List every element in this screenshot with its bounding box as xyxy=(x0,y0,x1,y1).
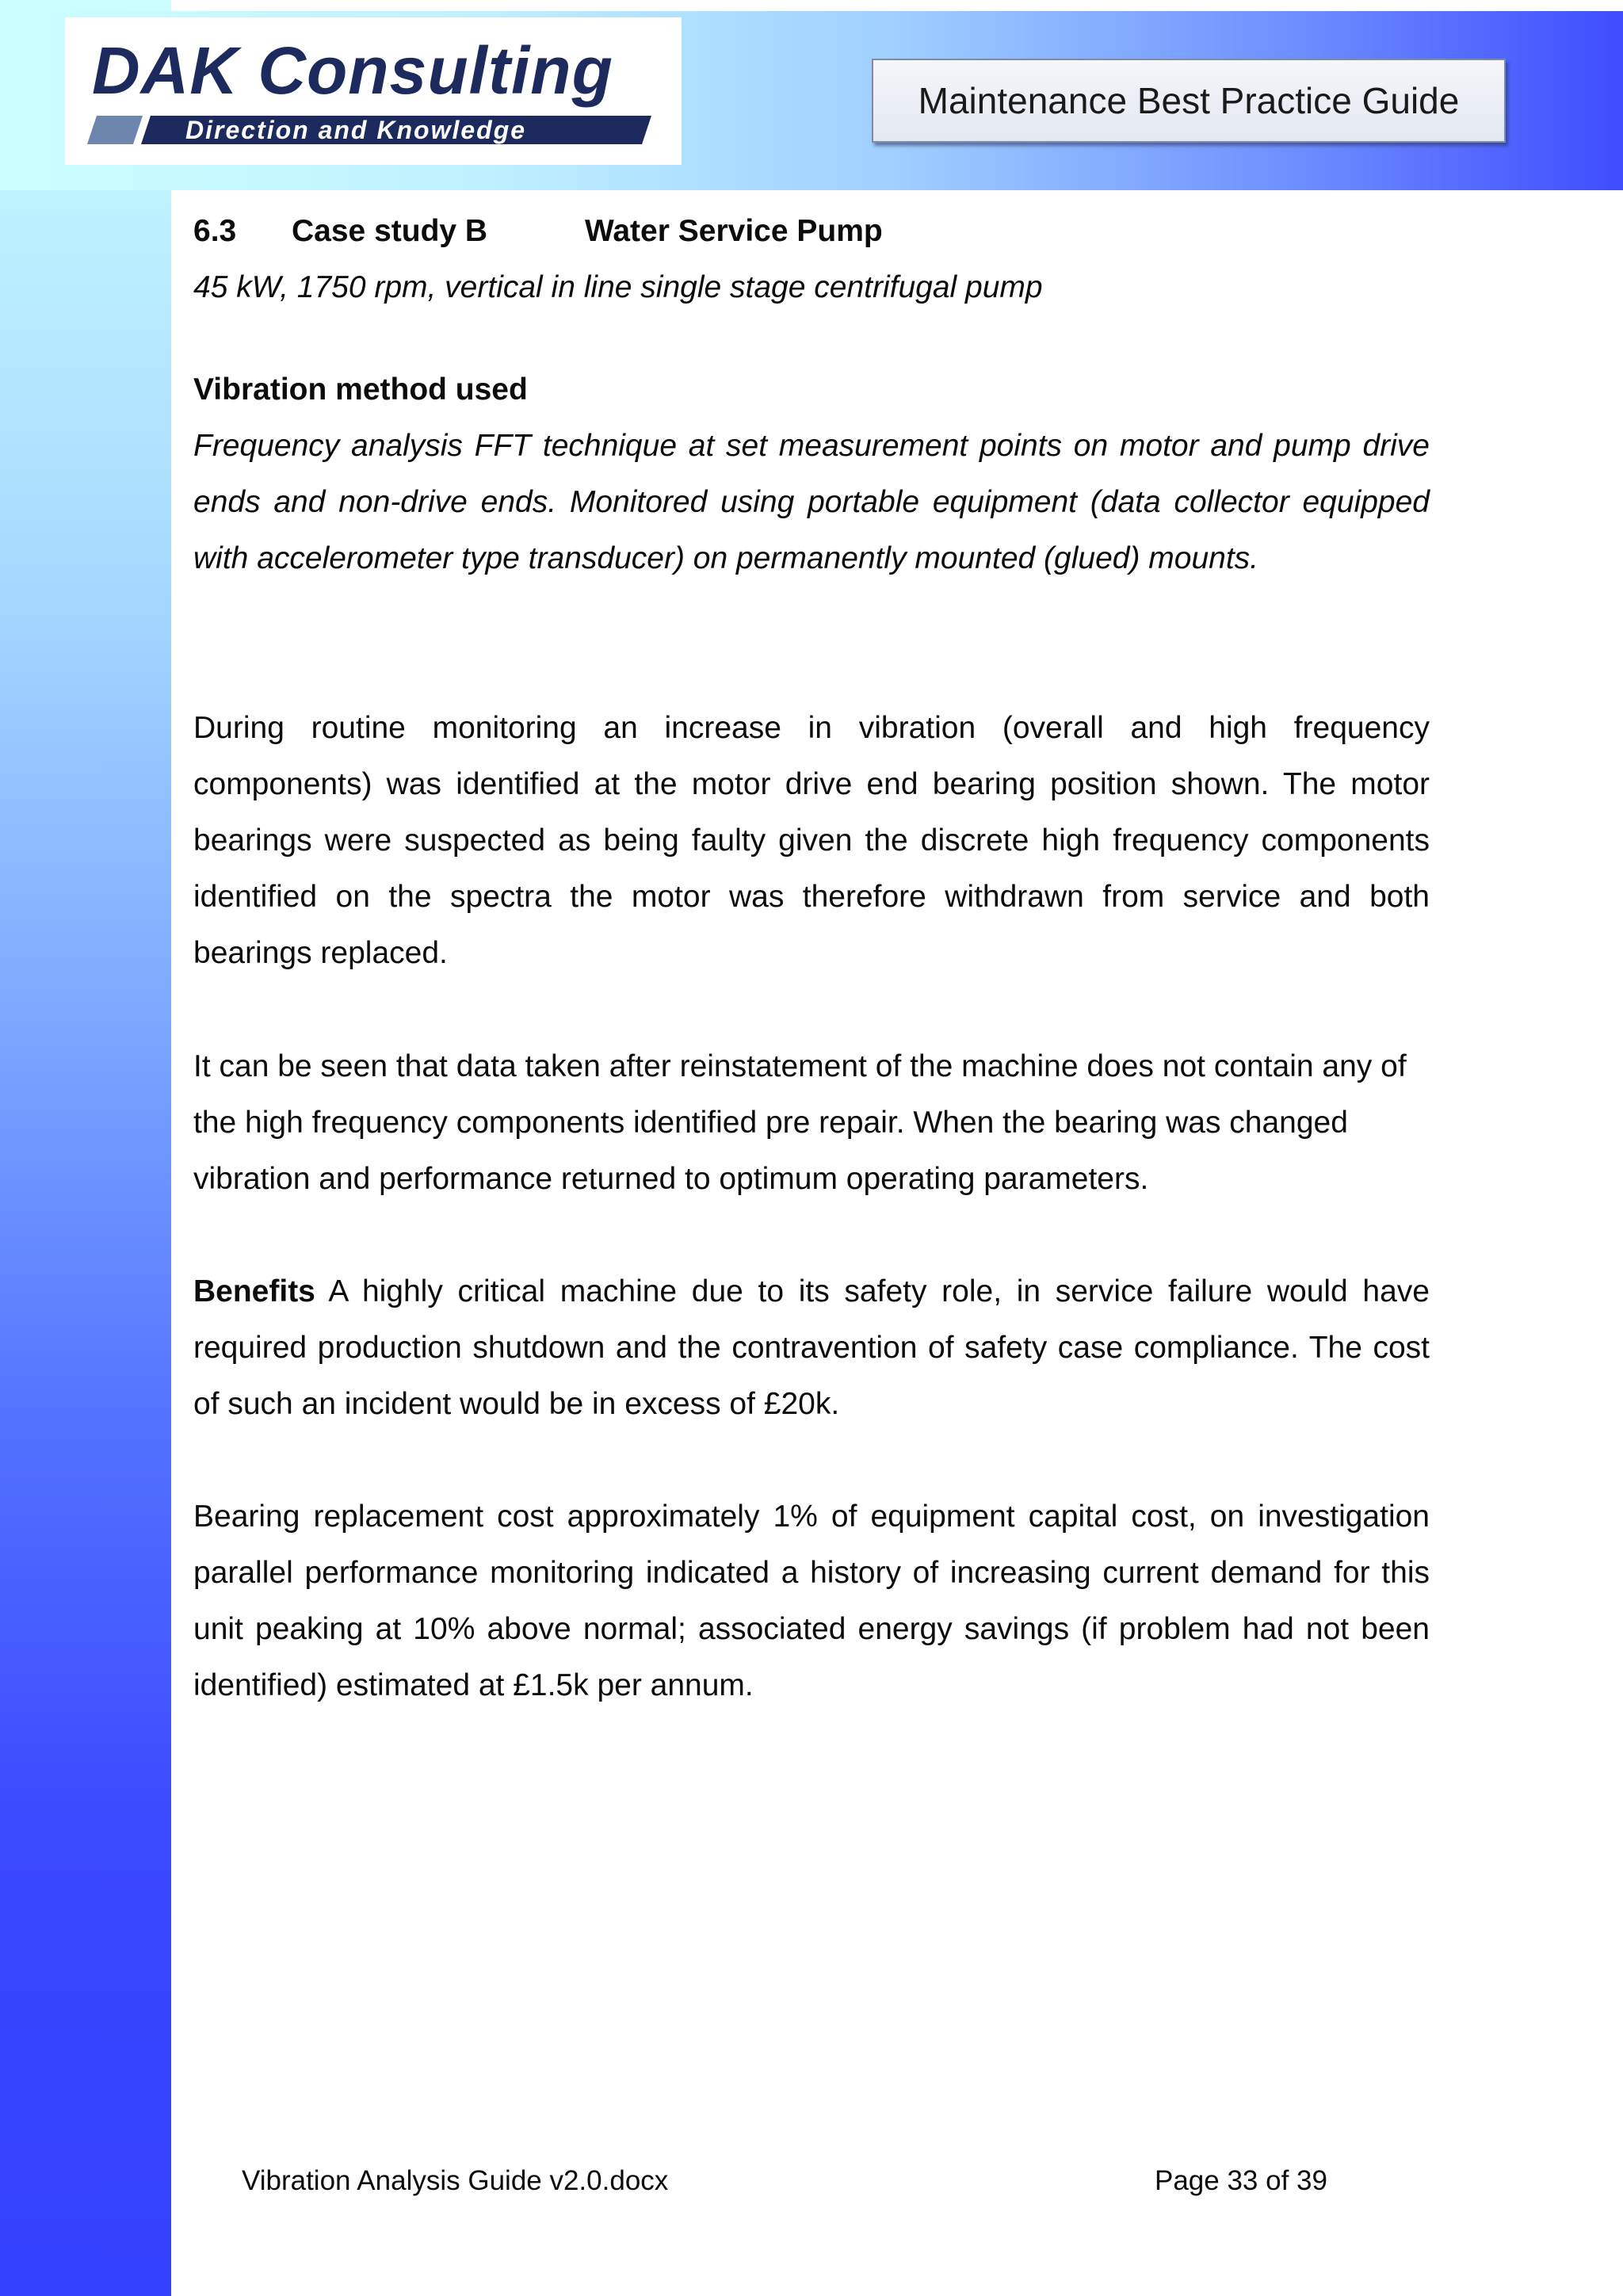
logo-tagline-text: Direction and Knowledge xyxy=(185,116,527,144)
footer-page-number: Page 33 of 39 xyxy=(1155,2165,1327,2196)
method-heading: Vibration method used xyxy=(193,372,528,407)
benefits-label: Benefits xyxy=(193,1274,315,1308)
top-margin xyxy=(0,0,1623,11)
section-title: Water Service Pump xyxy=(585,214,883,248)
section-label: Case study B xyxy=(292,214,488,248)
paragraph-bearing-cost: Bearing replacement cost approximately 1% of equipment capital cost, on investigation parallel performance monitoring indicated a history of increasing current demand for this unit peaking at 10% above normal; associated energy savings (if problem had not been identified) estimated at £1.5k per annum. xyxy=(193,1499,1430,1702)
paragraph-reinstatement: It can be seen that data taken after reinstatement of the machine does not contain any of the high frequency components identified pre repair. When the bearing was changed vibration and performance returned to optimum operating parameters. xyxy=(193,1049,1407,1196)
section-number: 6.3 xyxy=(193,214,237,248)
header-title-box xyxy=(872,59,1506,143)
logo-accent-shape xyxy=(87,116,143,144)
company-logo xyxy=(65,17,682,165)
method-paragraph: Frequency analysis FFT technique at set measurement points on motor and pump drive ends and non-drive ends. Monitored using portable equipment (data collector equipped with accelerometer type transducer) on permanently mounted (glued) mounts. xyxy=(193,429,1430,575)
benefits-text: A highly critical machine due to its safety role, in service failure would have required production shutdown and the contravention of safety case compliance. The cost of such an incident would be in excess of £20k. xyxy=(193,1274,1430,1421)
section-subtitle: 45 kW, 1750 rpm, vertical in line single stage centrifugal pump xyxy=(193,270,1043,304)
benefits-paragraph xyxy=(193,1263,1430,1432)
footer-filename: Vibration Analysis Guide v2.0.docx xyxy=(242,2165,669,2196)
header-title: Maintenance Best Practice Guide xyxy=(918,80,1460,121)
side-gradient-band xyxy=(0,0,171,2296)
logo-brand-text: DAK Consulting xyxy=(92,33,613,108)
paragraph-monitoring: During routine monitoring an increase in vibration (overall and high frequency components) was identified at the motor drive end bearing position shown. The motor bearings were suspected as being faulty given the discrete high frequency components identified on the spectra the motor was therefore withdrawn from service and both bearings replaced. xyxy=(193,711,1430,970)
